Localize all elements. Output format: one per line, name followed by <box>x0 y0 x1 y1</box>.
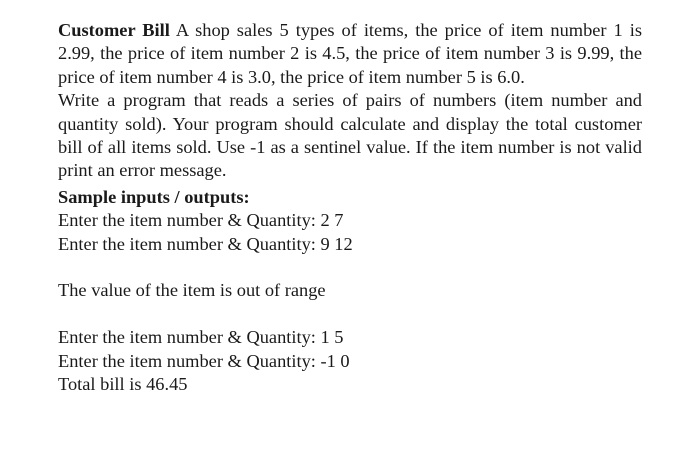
blank-line <box>58 303 642 326</box>
problem-intro-paragraph <box>58 19 642 89</box>
sample-line: Total bill is 46.45 <box>58 374 188 395</box>
sample-io-block <box>58 209 642 396</box>
sample-line: Enter the item number & Quantity: -1 0 <box>58 350 350 371</box>
problem-document <box>58 19 642 396</box>
sample-heading: Sample inputs / outputs: <box>58 186 250 207</box>
blank-line <box>58 256 642 279</box>
problem-task-paragraph: Write a program that reads a series of pairs of numbers (item number and quantity sold). Your program should calculate and display the total customer bill of all items sold. Use -1 as a sentinel value. If the item number is not valid print an error message. <box>58 90 642 181</box>
problem-intro: A shop sales 5 types of items, the price of item number 1 is 2.99, the price of item number 2 is 4.5, the price of item number 3 is 9.99, the price of item number 4 is 3.0, the price of item number 5 is 6.0. <box>58 20 642 87</box>
sample-line: Enter the item number & Quantity: 2 7 <box>58 210 344 231</box>
sample-line: The value of the item is out of range <box>58 280 326 301</box>
sample-line: Enter the item number & Quantity: 9 12 <box>58 233 353 254</box>
sample-line: Enter the item number & Quantity: 1 5 <box>58 327 344 348</box>
problem-title: Customer Bill <box>58 20 170 40</box>
